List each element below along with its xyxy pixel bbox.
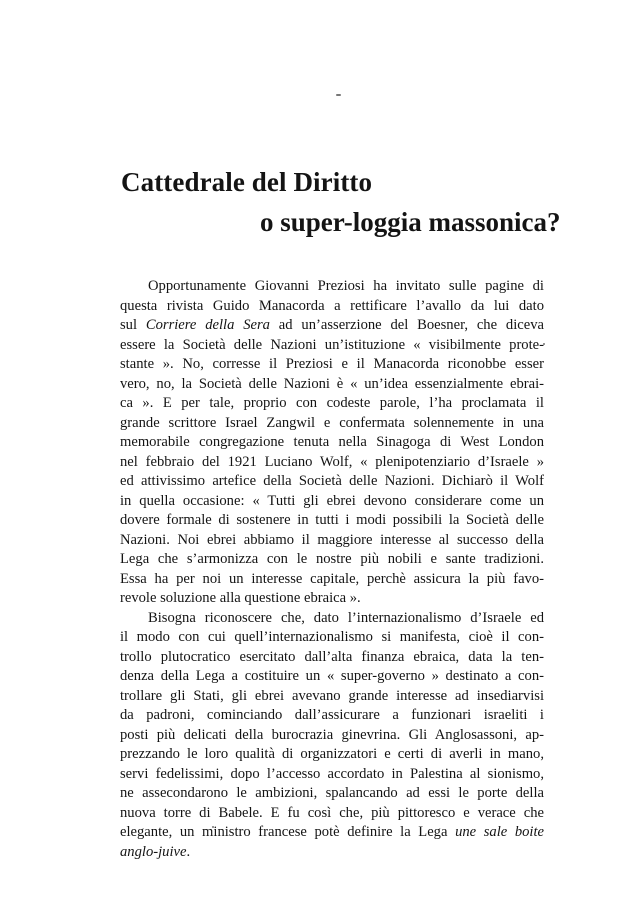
italic-text: anglo-juive xyxy=(120,843,187,860)
text-line: nel febbraio del 1921 Luciano Wolf, « plenipotenziario d’Israele » xyxy=(120,453,544,470)
text-line: stante ». No, corresse il Preziosi e il Manacorda riconobbe esser xyxy=(120,356,544,372)
text-line: prezzando le loro qualità di organizzatori e certi di averli in mano, xyxy=(120,746,544,762)
text-line: trollo plutocratico esercitato dall’alta finanza ebraica, data la ten- xyxy=(120,648,544,665)
text-line: denza della Lega a costituire un « super-governo » destinato a con- xyxy=(120,668,544,684)
text-line: ne assecondarono le ambizioni, spalancando ad essi le porte della xyxy=(120,785,544,801)
text-line: il modo con cui quell’internazionalismo si manifesta, cioè il con- xyxy=(120,629,544,645)
text-line: servi fedelissimi, dopo l’accesso accordato in Palestina al sionismo, xyxy=(120,765,544,782)
article-title-line-2: o super-loggia massonica? xyxy=(260,207,561,237)
article-title-line-1: Cattedrale del Diritto xyxy=(121,167,373,197)
text-line: Opportunamente Giovanni Preziosi ha invitato sulle pagine di xyxy=(148,278,544,294)
text-line: Essa ha per noi un interesse capitale, perchè assicura la più favo- xyxy=(120,570,544,587)
text-line: Nazioni. Noi ebrei abbiamo il maggiore interesse al successo della xyxy=(120,531,544,548)
italic-text: Corriere della Sera xyxy=(145,317,270,333)
text-line: ed attivissimo artefice della Società delle Nazioni. Dichiarò il Wolf xyxy=(120,473,544,489)
text-line: sul Corriere della Sera ad un’asserzione del Boesner, che diceva xyxy=(120,317,544,333)
text-line: Bisogna riconoscere che, dato l’internazionalismo d’Israele ed xyxy=(148,609,544,626)
text-line: in quella occasione: « Tutti gli ebrei devono considerare come un xyxy=(120,492,544,509)
paragraph-2 xyxy=(120,609,544,863)
text-line: questa rivista Guido Manacorda a rettificare l’avallo da lui dato xyxy=(120,297,544,314)
text-line: revole soluzione alla questione ebraica ». xyxy=(120,590,361,606)
text-line: essere la Società delle Nazioni un’istituzione « visibilmente prote- xyxy=(120,336,544,353)
text-line: ca ». E per tale, proprio con codeste parole, l’ha proclamata il xyxy=(120,395,544,411)
text-line: elegante, un ministro francese potè definire la Lega une sale boite xyxy=(120,824,545,840)
article-body xyxy=(120,277,544,862)
italic-text: une sale boite xyxy=(455,824,545,840)
text-line: anglo-juive. xyxy=(120,843,191,860)
text-line: grande scrittore Israel Zangwil e confermata solennemente in una xyxy=(120,414,544,431)
text-line: nuova torre di Babele. E fu così che, più pittoresco e verace che xyxy=(120,804,544,821)
scan-speck xyxy=(336,94,341,96)
text-line: dovere formale di sostenere in tutti i modi possibili la Società delle xyxy=(120,512,544,528)
text-line: da padroni, cominciando dall’assicurare a funzionari israeliti i xyxy=(120,707,544,723)
text-line: Lega che s’armonizza con le nostre più nobili e sante tradizioni. xyxy=(120,551,544,567)
paragraph-1 xyxy=(120,277,544,609)
text-line: vero, no, la Società delle Nazioni è « un’idea essenzialmente ebrai- xyxy=(120,375,544,392)
text-line: memorabile congregazione tenuta nella Sinagoga di West London xyxy=(120,434,544,450)
text-line: posti più delicati della burocrazia ginevrina. Gli Anglosassoni, ap- xyxy=(120,726,544,743)
text-line: trollare gli Stati, gli ebrei avevano grande interesse ad insediarvisi xyxy=(120,687,544,704)
